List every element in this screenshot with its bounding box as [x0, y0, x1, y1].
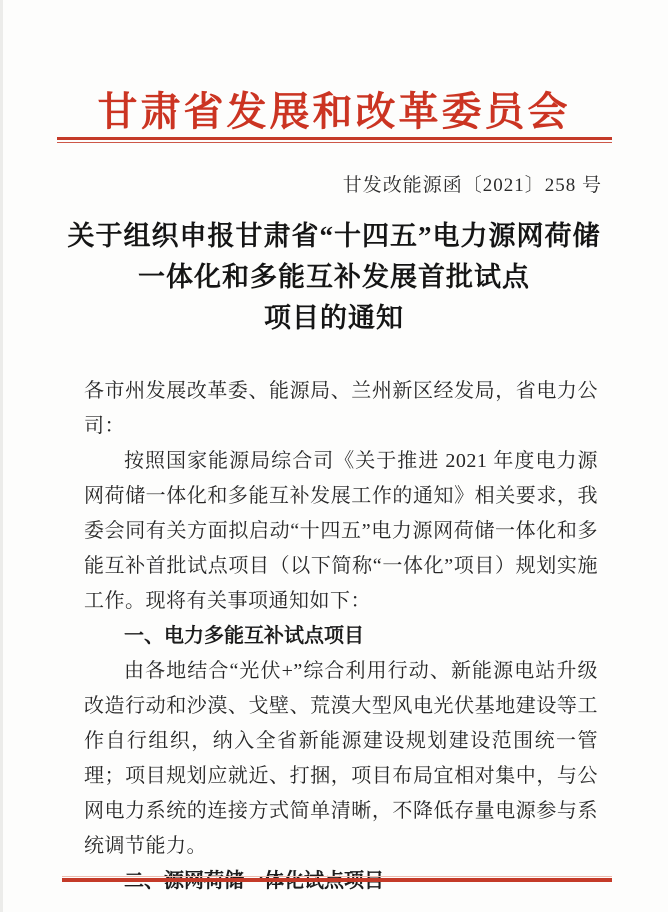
document-title-line-1: 关于组织申报甘肃省“十四五”电力源网荷储 [67, 221, 601, 251]
document-number: 甘发改能源函〔2021〕258 号 [342, 175, 602, 196]
document-title-line-2: 一体化和多能互补发展首批试点 [138, 262, 530, 292]
header-divider-thin-line [57, 142, 612, 143]
paragraph-section-1: 由各地结合“光伏+”综合利用行动、新能源电站升级改造行动和沙漠、戈壁、荒漠大型风电光伏基地建设等工作自行组织，纳入全省新能源建设规划建设范围统一管理；项目规划应就近、打捆，项目布局宜相对集中，与公网电力系统的连接方式简单清晰，不降低存量电源参与系统调节能力。 [84, 660, 598, 857]
document-title [40, 216, 628, 339]
footer-divider-main-line [62, 878, 612, 882]
footer-divider-light-line [62, 876, 612, 877]
header-divider-thick-line [57, 137, 612, 140]
issuing-org-title: 甘肃省发展和改革委员会 [97, 89, 571, 134]
salutation: 各市州发展改革委、能源局、兰州新区经发局，省电力公司： [84, 380, 598, 437]
section-heading-1: 一、电力多能互补试点项目 [124, 625, 364, 647]
header-divider [57, 137, 612, 143]
document-title-line-3: 项目的通知 [264, 303, 404, 333]
document-body [84, 374, 598, 899]
paragraph-intro: 按照国家能源局综合司《关于推进 2021 年度电力源网荷储一体化和多能互补发展工作的通知》相关要求，我委会同有关方面拟启动“十四五”电力源网荷储一体化和多能互补首批试点项目（以下简称“一体化”项目）规划实施工作。现将有关事项通知如下： [84, 450, 598, 612]
footer-divider [62, 876, 612, 882]
